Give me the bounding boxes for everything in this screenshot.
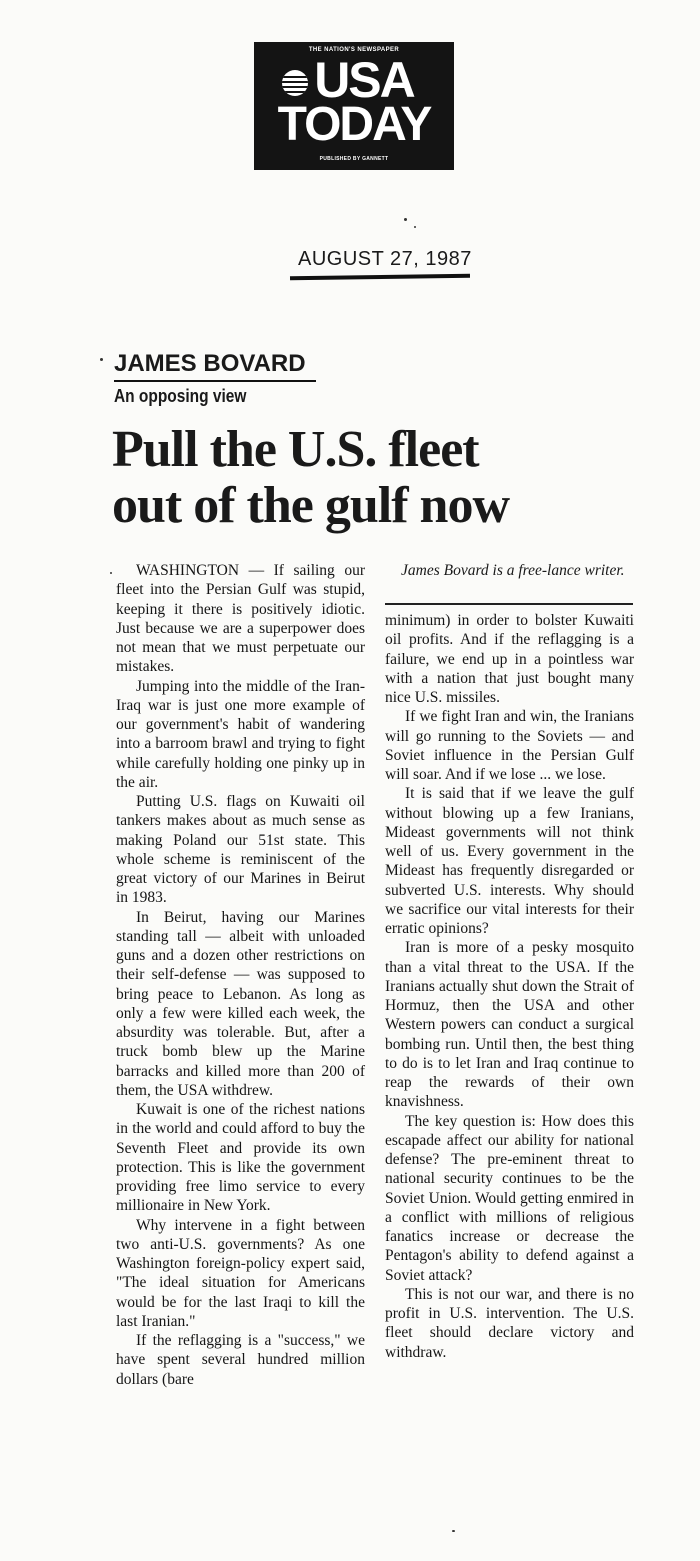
- scan-speck: [404, 218, 407, 221]
- scan-speck: [100, 358, 103, 361]
- scan-speck: [110, 572, 112, 574]
- headline-line-2: out of the gulf now: [112, 477, 510, 534]
- paragraph: If we fight Iran and win, the Iranians will go running to the Soviets — and Soviet influence in the Persian Gulf will soar. And if we lose ... we lose.: [385, 708, 634, 783]
- paragraph: Jumping into the middle of the Iran-Iraq war is just one more example of our government's habit of wandering into a barroom brawl and trying to fight while carefully holding one pinky up in the air.: [116, 677, 365, 791]
- scan-speck: [414, 226, 416, 228]
- article-column-left: [116, 561, 365, 1389]
- paragraph: Why intervene in a fight between two anti-U.S. governments? As one Washington foreign-policy expert said, "The ideal situation for Americans would be for the last Iraqi to kill the last Iranian.": [116, 1216, 365, 1330]
- bio-rule: [385, 603, 633, 605]
- masthead-publisher: PUBLISHED BY GANNETT: [319, 156, 389, 162]
- paragraph: This is not our war, and there is no profit in U.S. intervention. The U.S. fleet should declare victory and withdraw.: [385, 1285, 634, 1361]
- masthead-tagline: THE NATION'S NEWSPAPER: [308, 47, 400, 53]
- author-name: JAMES BOVARD: [114, 350, 306, 377]
- author-bio: [387, 561, 637, 580]
- publication-date: AUGUST 27, 1987: [298, 248, 472, 270]
- paragraph: Putting U.S. flags on Kuwaiti oil tankers makes about as much sense as making Poland our 51st state. This whole scheme is reminiscent of the great victory of our Marines in Beirut in 1983.: [116, 793, 365, 907]
- author-rule: [114, 380, 316, 382]
- headline: [112, 422, 509, 534]
- paragraph: Kuwait is one of the richest nations in the world and could afford to buy the Seventh Fleet and provide its own protection. This is like the government providing free limo service to every millionaire in New York.: [116, 1101, 365, 1215]
- article-column-right: [385, 611, 634, 1362]
- author-bio-text: James Bovard is a free-lance writer.: [401, 562, 625, 579]
- paragraph: In Beirut, having our Marines standing tall — albeit with unloaded guns and a dozen other restrictions on their self-defense — was supposed to bring peace to Lebanon. As long as only a few were killed each week, the absurdity was tolerable. But, after a truck bomb blew up the Marine barracks and killed more than 200 of them, the USA withdrew.: [116, 908, 365, 1099]
- masthead-name-today: TODAY: [277, 98, 431, 151]
- paragraph: The key question is: How does this escapade affect our ability for national defense? The pre-eminent threat to national security continues to be the Soviet Union. Would getting enmired in a conflict with millions of religious fanatics increase or decrease the Pentagon's ability to defend against a Soviet attack?: [385, 1112, 634, 1284]
- scan-speck: [452, 1530, 455, 1532]
- paragraph-continued: minimum) in order to bolster Kuwaiti oil profits. And if the reflagging is a failure, we end up in a pointless war with a nation that just bought many nice U.S. missiles.: [385, 612, 634, 706]
- paragraph: Iran is more of a pesky mosquito than a vital threat to the USA. If the Iranians actually shut down the Strait of Hormuz, then the USA and other Western powers can conduct a surgical bombing run. Until then, the best thing to do is to let Iran and Iraq continue to reap the rewards of their own knavishness.: [385, 939, 634, 1111]
- section-kicker: An opposing view: [114, 386, 247, 406]
- masthead-logo: [254, 42, 454, 170]
- paragraph: It is said that if we leave the gulf without blowing up a few Iranians, Mideast governments will not think well of us. Every government in the Mideast has frequently disregarded or subverted U.S. interests. Why should we sacrifice our vital interests for their erratic opinions?: [385, 785, 634, 937]
- headline-line-1: Pull the U.S. fleet: [112, 421, 479, 478]
- date-underline: [290, 274, 470, 281]
- masthead-name-usa: USA: [314, 52, 414, 108]
- paragraph: WASHINGTON — If sailing our fleet into the Persian Gulf was stupid, keeping it there is positively idiotic. Just because we are a superpower does not mean that we must perpetuate our mistakes.: [116, 562, 365, 676]
- paragraph: If the reflagging is a "success," we have spent several hundred million dollars (bare: [116, 1332, 365, 1388]
